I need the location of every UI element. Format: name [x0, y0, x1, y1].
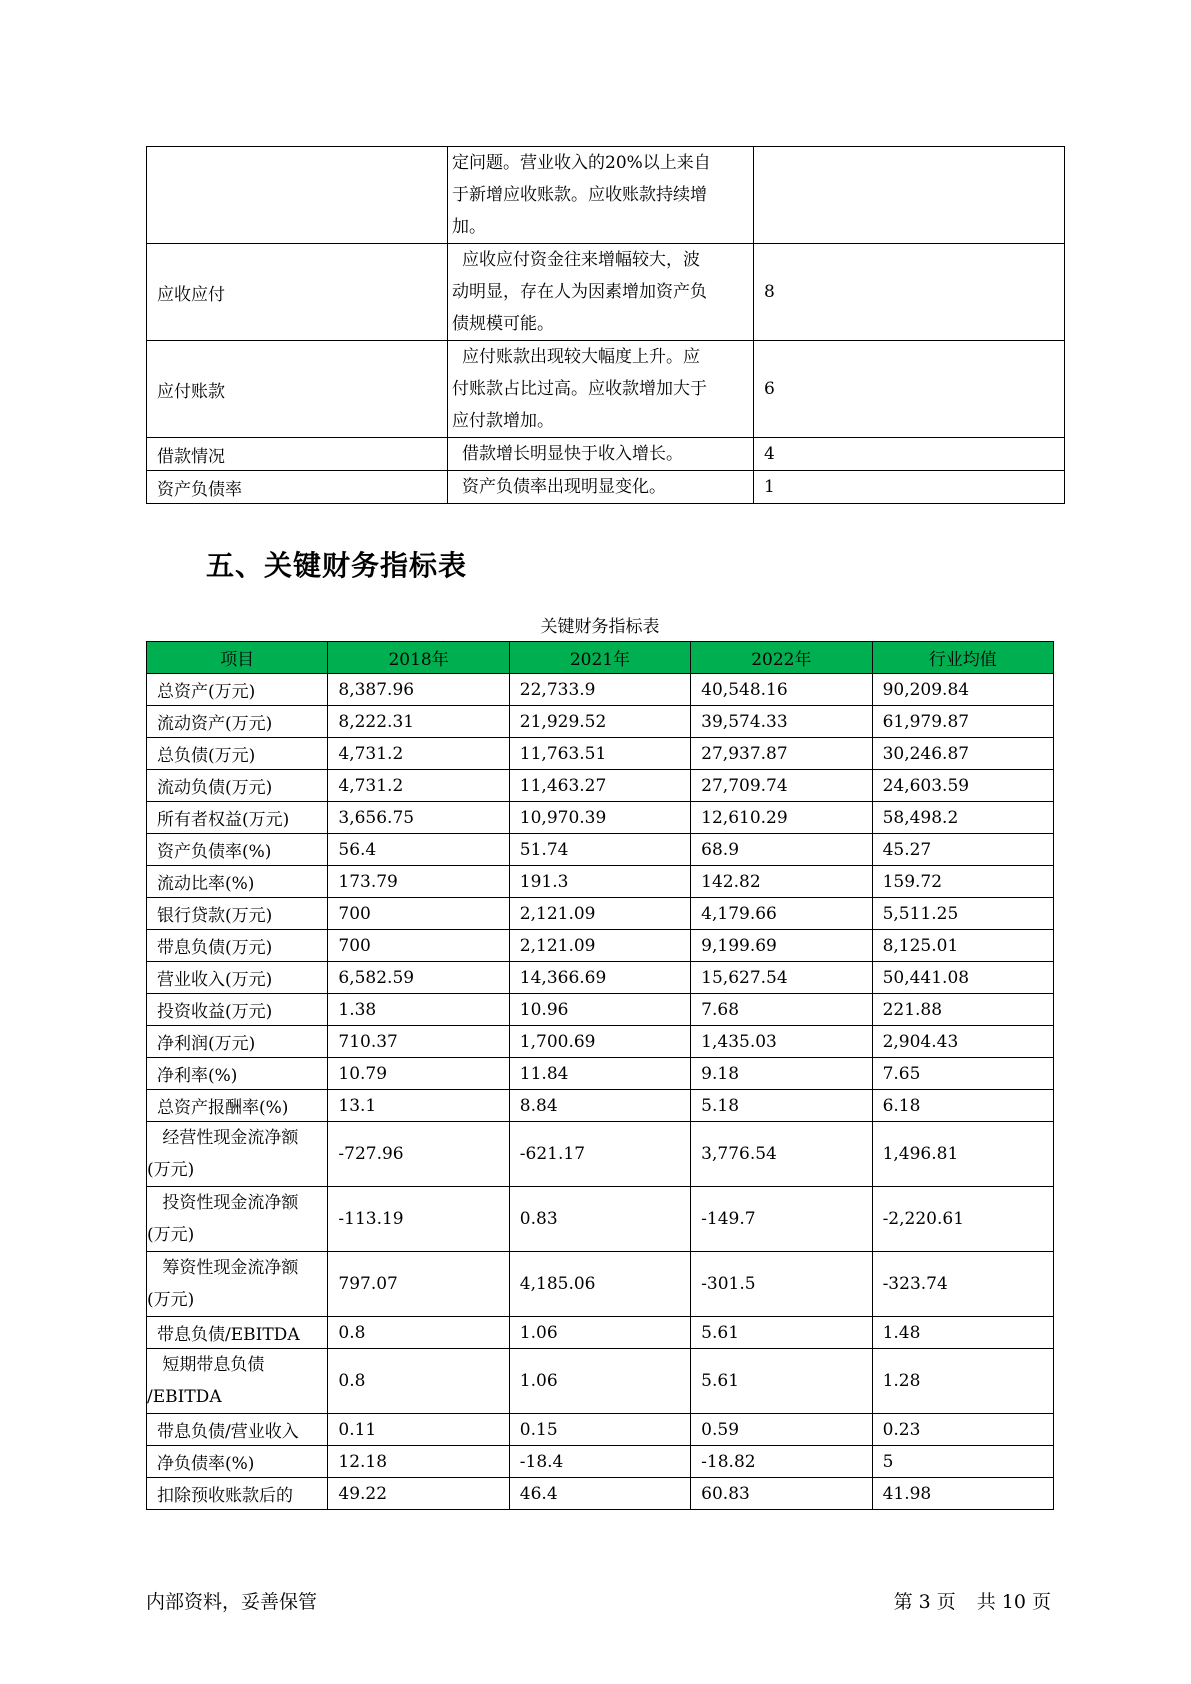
- indicator-value: 7.68: [691, 994, 872, 1026]
- indicator-value: 3,656.75: [328, 802, 509, 834]
- indicator-value: -149.7: [691, 1187, 872, 1252]
- indicator-value: 27,937.87: [691, 738, 872, 770]
- indicator-value: 1,435.03: [691, 1026, 872, 1058]
- indicator-value: 700: [328, 930, 509, 962]
- indicator-value: -727.96: [328, 1122, 509, 1187]
- indicator-value: 159.72: [872, 866, 1053, 898]
- indicator-value: 1.38: [328, 994, 509, 1026]
- table-row: [147, 1414, 1054, 1446]
- table-row: [147, 930, 1054, 962]
- indicator-value: 0.59: [691, 1414, 872, 1446]
- indicator-value: 10,970.39: [509, 802, 690, 834]
- risk-score: 1: [754, 471, 1065, 504]
- indicator-value: 0.8: [328, 1349, 509, 1414]
- risk-item: 借款情况: [147, 438, 448, 471]
- indicator-label: [147, 1349, 328, 1414]
- indicator-value: 2,121.09: [509, 930, 690, 962]
- indicator-value: 56.4: [328, 834, 509, 866]
- indicator-value: 12.18: [328, 1446, 509, 1478]
- indicator-value: 50,441.08: [872, 962, 1053, 994]
- indicator-value: 1.28: [872, 1349, 1053, 1414]
- risk-score: 8: [754, 244, 1065, 341]
- indicator-value: 173.79: [328, 866, 509, 898]
- indicator-value: 0.23: [872, 1414, 1053, 1446]
- indicator-value: 6,582.59: [328, 962, 509, 994]
- risk-description-line: 定问题。营业收入的20%以上来自: [452, 153, 711, 173]
- indicator-value: 4,731.2: [328, 738, 509, 770]
- table-row: [147, 1317, 1054, 1349]
- indicator-value: 2,121.09: [509, 898, 690, 930]
- indicator-value: 5.61: [691, 1317, 872, 1349]
- indicator-label: [147, 1187, 328, 1252]
- table-row: [147, 1446, 1054, 1478]
- indicator-value: 13.1: [328, 1090, 509, 1122]
- page-mid: 页: [936, 1591, 956, 1613]
- indicator-value: -323.74: [872, 1252, 1053, 1317]
- risk-item: 资产负债率: [147, 471, 448, 504]
- indicator-label-line: /EBITDA: [147, 1387, 222, 1407]
- indicator-label-line: (万元): [147, 1290, 195, 1310]
- indicator-value: 1.06: [509, 1349, 690, 1414]
- risk-description: [448, 471, 754, 504]
- risk-item: 应收应付: [147, 244, 448, 341]
- indicator-value: 58,498.2: [872, 802, 1053, 834]
- indicator-value: 27,709.74: [691, 770, 872, 802]
- indicator-label: 流动资产(万元): [147, 706, 328, 738]
- indicator-label: 净利率(%): [147, 1058, 328, 1090]
- indicator-value: -18.4: [509, 1446, 690, 1478]
- indicator-value: 22,733.9: [509, 674, 690, 706]
- indicator-value: 8.84: [509, 1090, 690, 1122]
- indicator-label: 带息负债/EBITDA: [147, 1317, 328, 1349]
- page-prefix: 第: [893, 1591, 913, 1613]
- risk-row: [147, 244, 1065, 341]
- indicator-value: -2,220.61: [872, 1187, 1053, 1252]
- table-row: [147, 994, 1054, 1026]
- indicator-value: 4,185.06: [509, 1252, 690, 1317]
- table-header-row: [147, 642, 1054, 674]
- indicator-value: 2,904.43: [872, 1026, 1053, 1058]
- section-heading: 五、关键财务指标表: [206, 549, 468, 582]
- indicator-value: 710.37: [328, 1026, 509, 1058]
- header-cell: 2022年: [691, 642, 872, 674]
- indicator-value: 21,929.52: [509, 706, 690, 738]
- table-row: [147, 1252, 1054, 1317]
- indicator-label-line: 经营性现金流净额: [157, 1128, 299, 1148]
- indicator-value: 1.48: [872, 1317, 1053, 1349]
- indicator-value: 46.4: [509, 1478, 690, 1510]
- indicator-label: 流动比率(%): [147, 866, 328, 898]
- risk-description-line: 应付账款出现较大幅度上升。应: [462, 347, 700, 367]
- indicator-label: 净利润(万元): [147, 1026, 328, 1058]
- risk-description: [448, 438, 754, 471]
- page-num: 3: [918, 1591, 931, 1613]
- indicator-value: 60.83: [691, 1478, 872, 1510]
- indicator-value: 221.88: [872, 994, 1053, 1026]
- indicator-value: 41.98: [872, 1478, 1053, 1510]
- indicator-value: 10.79: [328, 1058, 509, 1090]
- table-row: [147, 1187, 1054, 1252]
- risk-row: [147, 438, 1065, 471]
- indicator-value: 5.61: [691, 1349, 872, 1414]
- indicator-value: 30,246.87: [872, 738, 1053, 770]
- header-cell: 项目: [147, 642, 328, 674]
- indicator-value: 14,366.69: [509, 962, 690, 994]
- indicator-value: 68.9: [691, 834, 872, 866]
- table-row: [147, 738, 1054, 770]
- indicator-value: 700: [328, 898, 509, 930]
- risk-description-line: 付账款占比过高。应收款增加大于: [452, 379, 707, 399]
- indicator-label: 总资产报酬率(%): [147, 1090, 328, 1122]
- risk-description-line: 应付款增加。: [452, 411, 554, 431]
- indicator-value: 4,731.2: [328, 770, 509, 802]
- indicator-value: 797.07: [328, 1252, 509, 1317]
- risk-table: [146, 146, 1065, 504]
- indicator-label-line: (万元): [147, 1225, 195, 1245]
- table-row: [147, 1349, 1054, 1414]
- indicator-label-line: 投资性现金流净额: [157, 1193, 299, 1213]
- financial-indicators-table: [146, 641, 1054, 1510]
- indicator-value: 40,548.16: [691, 674, 872, 706]
- indicator-label: 投资收益(万元): [147, 994, 328, 1026]
- indicator-value: 24,603.59: [872, 770, 1053, 802]
- indicator-value: 8,125.01: [872, 930, 1053, 962]
- indicator-value: 0.8: [328, 1317, 509, 1349]
- footer-confidential-note: 内部资料，妥善保管: [146, 1591, 318, 1613]
- table-row: [147, 802, 1054, 834]
- indicator-value: 15,627.54: [691, 962, 872, 994]
- indicator-label: 所有者权益(万元): [147, 802, 328, 834]
- risk-description: [448, 341, 754, 438]
- indicator-label: 营业收入(万元): [147, 962, 328, 994]
- total-num: 10: [1001, 1591, 1026, 1613]
- risk-score: 6: [754, 341, 1065, 438]
- indicator-value: 1,496.81: [872, 1122, 1053, 1187]
- table-row: [147, 770, 1054, 802]
- indicator-value: 61,979.87: [872, 706, 1053, 738]
- indicator-label: [147, 1122, 328, 1187]
- indicator-label: 扣除预收账款后的: [147, 1478, 328, 1510]
- indicator-label: 总负债(万元): [147, 738, 328, 770]
- indicator-value: 5.18: [691, 1090, 872, 1122]
- table-row: [147, 1026, 1054, 1058]
- header-cell: 2018年: [328, 642, 509, 674]
- indicator-value: 1,700.69: [509, 1026, 690, 1058]
- indicator-value: 8,222.31: [328, 706, 509, 738]
- indicator-value: -18.82: [691, 1446, 872, 1478]
- table-row: [147, 962, 1054, 994]
- indicator-label: 带息负债/营业收入: [147, 1414, 328, 1446]
- risk-description-line: 于新增应收账款。应收账款持续增: [452, 185, 707, 205]
- indicator-value: -621.17: [509, 1122, 690, 1187]
- indicator-label: 净负债率(%): [147, 1446, 328, 1478]
- indicator-value: 0.83: [509, 1187, 690, 1252]
- risk-description-line: 加。: [452, 217, 486, 237]
- table-row: [147, 1478, 1054, 1510]
- table-row: [147, 1058, 1054, 1090]
- indicator-value: 9.18: [691, 1058, 872, 1090]
- indicator-label: 流动负债(万元): [147, 770, 328, 802]
- indicator-value: 11.84: [509, 1058, 690, 1090]
- indicator-value: 49.22: [328, 1478, 509, 1510]
- risk-row: [147, 147, 1065, 244]
- risk-description: [448, 147, 754, 244]
- table-row: [147, 1122, 1054, 1187]
- indicator-label: 银行贷款(万元): [147, 898, 328, 930]
- table-row: [147, 706, 1054, 738]
- indicator-value: 39,574.33: [691, 706, 872, 738]
- indicator-label: 带息负债(万元): [147, 930, 328, 962]
- table-caption: 关键财务指标表: [540, 617, 660, 637]
- table-row: [147, 898, 1054, 930]
- indicator-label: 总资产(万元): [147, 674, 328, 706]
- table-row: [147, 866, 1054, 898]
- risk-description-line: 借款增长明显快于收入增长。: [462, 444, 683, 464]
- footer-page-number: [891, 1587, 1054, 1614]
- indicator-value: 11,763.51: [509, 738, 690, 770]
- indicator-label: [147, 1252, 328, 1317]
- total-prefix: 共: [976, 1591, 996, 1613]
- header-cell: 2021年: [509, 642, 690, 674]
- table-row: [147, 1090, 1054, 1122]
- indicator-value: 10.96: [509, 994, 690, 1026]
- risk-description-line: 动明显，存在人为因素增加资产负: [452, 282, 707, 302]
- risk-description: [448, 244, 754, 341]
- indicator-value: 142.82: [691, 866, 872, 898]
- risk-item: 应付账款: [147, 341, 448, 438]
- indicator-label-line: (万元): [147, 1160, 195, 1180]
- risk-item: [147, 147, 448, 244]
- indicator-value: 51.74: [509, 834, 690, 866]
- indicator-value: 5,511.25: [872, 898, 1053, 930]
- indicator-value: -301.5: [691, 1252, 872, 1317]
- risk-row: [147, 471, 1065, 504]
- indicator-value: 11,463.27: [509, 770, 690, 802]
- indicator-value: 12,610.29: [691, 802, 872, 834]
- total-suffix: 页: [1031, 1591, 1051, 1613]
- risk-row: [147, 341, 1065, 438]
- table-row: [147, 834, 1054, 866]
- indicator-value: 1.06: [509, 1317, 690, 1349]
- indicator-value: 8,387.96: [328, 674, 509, 706]
- risk-description-line: 应收应付资金往来增幅较大，波: [462, 250, 700, 270]
- table-row: [147, 674, 1054, 706]
- indicator-value: 7.65: [872, 1058, 1053, 1090]
- indicator-value: 3,776.54: [691, 1122, 872, 1187]
- indicator-value: 9,199.69: [691, 930, 872, 962]
- risk-description-line: 资产负债率出现明显变化。: [462, 477, 666, 497]
- indicator-value: 90,209.84: [872, 674, 1053, 706]
- header-cell: 行业均值: [872, 642, 1053, 674]
- risk-description-line: 债规模可能。: [452, 314, 554, 334]
- indicator-value: 4,179.66: [691, 898, 872, 930]
- indicator-value: 191.3: [509, 866, 690, 898]
- indicator-label-line: 短期带息负债: [157, 1355, 265, 1375]
- indicator-value: 45.27: [872, 834, 1053, 866]
- indicator-label: 资产负债率(%): [147, 834, 328, 866]
- indicator-value: -113.19: [328, 1187, 509, 1252]
- indicator-value: 6.18: [872, 1090, 1053, 1122]
- indicator-value: 5: [872, 1446, 1053, 1478]
- risk-score: [754, 147, 1065, 244]
- indicator-label-line: 筹资性现金流净额: [157, 1258, 299, 1278]
- risk-score: 4: [754, 438, 1065, 471]
- indicator-value: 0.15: [509, 1414, 690, 1446]
- indicator-value: 0.11: [328, 1414, 509, 1446]
